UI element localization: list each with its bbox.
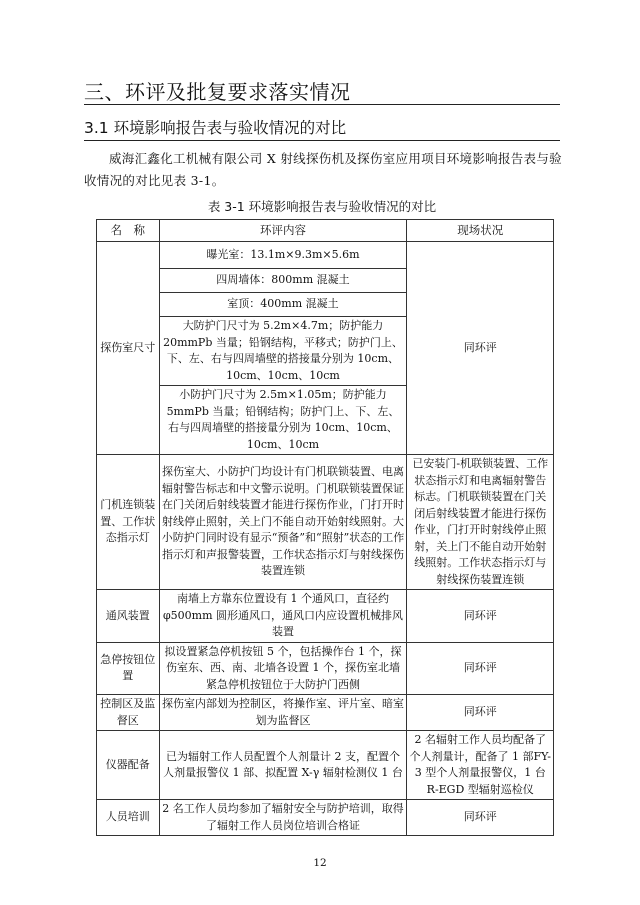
row-name-ventilation: 通风装置 <box>97 590 160 643</box>
row-name-interlock: 门机连锁装置、工作状态指示灯 <box>97 455 160 590</box>
table-row <box>97 642 554 695</box>
row-status-room-size: 同环评 <box>407 242 554 455</box>
row-content-emergency-stop: 拟设置紧急停机按钮 5 个，包括操作台 1 个，探伤室东、西、南、北墙各设置 1 个，探伤室北墙紧急停机按钮位于大防护门西侧 <box>159 642 407 695</box>
section-heading: 三、环评及批复要求落实情况 <box>84 80 351 104</box>
intro-paragraph: 威海汇鑫化工机械有限公司 X 射线探伤机及探伤室应用项目环境影响报告表与验收情况的对比见表 3-1。 <box>84 151 562 188</box>
header-name: 名 称 <box>97 220 160 242</box>
row-name-instruments: 仪器配备 <box>97 731 160 800</box>
heading-rule-bottom <box>84 140 560 141</box>
row-name-room-size: 探伤室尺寸 <box>97 242 160 455</box>
table-row <box>97 695 554 731</box>
row-content-instruments: 已为辐射工作人员配置个人剂量计 2 支，配置个人剂量报警仪 1 部、拟配置 X-γ 辐射检测仪 1 台 <box>159 731 407 800</box>
table-caption: 表 3-1 环境影响报告表与验收情况的对比 <box>207 199 437 214</box>
room-size-item: 曝光室：13.1m×9.3m×5.6m <box>159 242 407 269</box>
row-content-training: 2 名工作人员均参加了辐射安全与防护培训，取得了辐射工作人员岗位培训合格证 <box>159 800 407 836</box>
row-name-training: 人员培训 <box>97 800 160 836</box>
row-status-training: 同环评 <box>407 800 554 836</box>
row-content-interlock: 探伤室大、小防护门均设计有门机联锁装置、电离辐射警告标志和中文警示说明。门机联锁装置保证在门关闭后射线装置才能进行探伤作业，门打开时射线停止照射，关上门不能自动开始射线照射。大小防护门同时设有显示“预备”和“照射”状态的工作指示灯和声报警装置，工作状态指示灯与射线探伤装置连锁 <box>159 455 407 590</box>
row-status-zones: 同环评 <box>407 695 554 731</box>
row-status-interlock: 已安装门-机联锁装置、工作状态指示灯和电离辐射警告标志。门机联锁装置在门关闭后射线装置才能进行探伤作业，门打开时射线停止照射，关上门不能自动开始射线照射。工作状态指示灯与射线探伤装置连锁 <box>407 455 554 590</box>
subsection-heading: 3.1 环境影响报告表与验收情况的对比 <box>84 119 347 137</box>
table-header-row <box>97 220 554 242</box>
row-name-zones: 控制区及监督区 <box>97 695 160 731</box>
row-status-instruments: 2 名辐射工作人员均配备了个人剂量计，配备了 1 部FY-3 型个人剂量报警仪，1 台 R-EGD 型辐射巡检仪 <box>407 731 554 800</box>
row-name-emergency-stop: 急停按钮位置 <box>97 642 160 695</box>
room-size-item: 小防护门尺寸为 2.5m×1.05m；防护能力 5mmPb 当量；铅钢结构；防护门上、下、左、右与四周墙壁的搭接量分别为 10cm、10cm、10cm、10cm <box>159 386 407 455</box>
row-status-ventilation: 同环评 <box>407 590 554 643</box>
table-row <box>97 242 554 269</box>
heading-rule-top <box>84 104 560 105</box>
table-row <box>97 590 554 643</box>
row-content-ventilation: 南墙上方靠东位置设有 1 个通风口，直径约 φ500mm 圆形通风口，通风口内应设置机械排风装置 <box>159 590 407 643</box>
page-number: 12 <box>313 857 327 869</box>
row-content-zones: 探伤室内部划为控制区，将操作室、评片室、暗室划为监督区 <box>159 695 407 731</box>
header-site-status: 现场状况 <box>407 220 554 242</box>
comparison-table <box>96 219 554 836</box>
table-row <box>97 731 554 800</box>
room-size-item: 室顶：400mm 混凝土 <box>159 293 407 317</box>
row-status-emergency-stop: 同环评 <box>407 642 554 695</box>
header-eia-content: 环评内容 <box>159 220 407 242</box>
table-row <box>97 800 554 836</box>
table-row <box>97 455 554 590</box>
room-size-item: 四周墙体：800mm 混凝土 <box>159 269 407 293</box>
room-size-item: 大防护门尺寸为 5.2m×4.7m；防护能力 20mmPb 当量；铅钢结构，平移式；防护门上、下、左、右与四周墙壁的搭接量分别为 10cm、10cm、10cm、10cm <box>159 317 407 386</box>
